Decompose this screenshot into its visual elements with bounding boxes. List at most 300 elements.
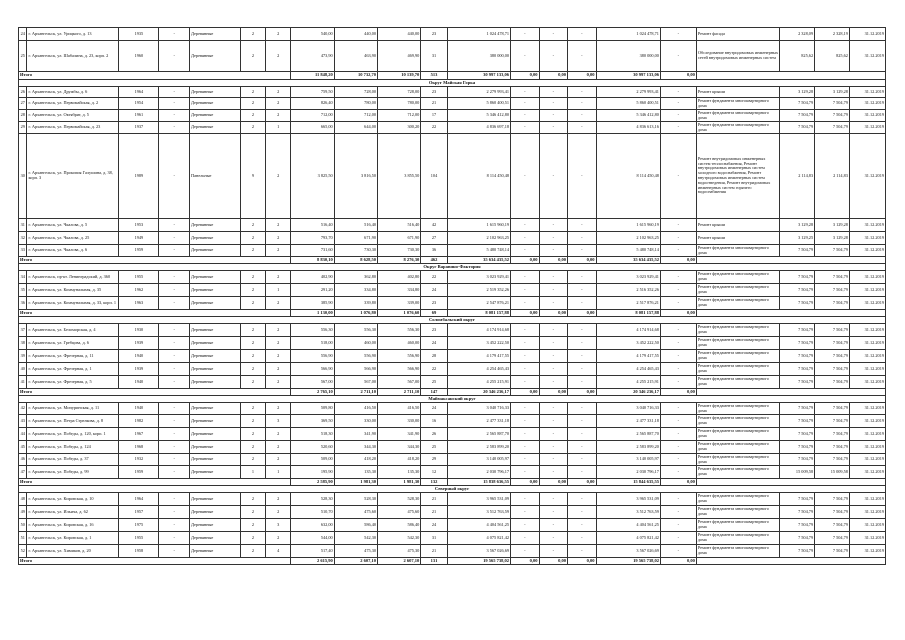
floors: 2 (240, 122, 265, 134)
work-type: Ремонт фундамента многоквартирного дома (696, 337, 779, 350)
row-number: 32 (19, 232, 27, 245)
dash-cell: - (159, 519, 190, 532)
year-built: 1953 (119, 219, 159, 232)
work-type: Ремонт фундамента многоквартирного дома (696, 245, 779, 257)
entrances: 2 (266, 324, 291, 337)
owners-funds: 3 567 026,69 (596, 545, 660, 558)
fund-source-1: - (511, 532, 540, 545)
dash-cell: - (159, 545, 190, 558)
floors: 9 (240, 134, 265, 219)
fund-source-3: - (568, 284, 597, 297)
address: г. Архангельск, ул. Фрезерная, д. 1 (27, 363, 119, 376)
owners-funds: 3 965 531,09 (596, 493, 660, 506)
table-row (19, 98, 886, 110)
fund-source-2: - (539, 363, 568, 376)
max-unit-cost: 2 114,83 (815, 134, 850, 219)
fund-source-1: 0,00 (511, 72, 540, 80)
entrances: 3 (266, 415, 291, 428)
dash-cell: - (159, 324, 190, 337)
deadline: 31.12.2019 (849, 441, 885, 454)
owners-funds: 15 844 635,55 (596, 479, 660, 486)
address: г. Архангельск, ул. Коммунальная, д. 35 (27, 284, 119, 297)
owned-area: 339,00 (378, 297, 421, 310)
residential-area: 341,90 (334, 428, 377, 441)
owners-funds: 1 615 960,19 (596, 219, 660, 232)
fund-source-5: - (660, 245, 696, 257)
total-cost: 5 480 748,14 (447, 245, 510, 257)
work-type: Ремонт фундамента многоквартирного дома (696, 403, 779, 415)
residential-area: 344,30 (334, 441, 377, 454)
wall-material: Деревянные (190, 415, 241, 428)
total-cost: 3 040 716,33 (447, 403, 510, 415)
owned-area: 300,20 (378, 122, 421, 134)
residents: 22 (421, 363, 447, 376)
fund-source-2: - (539, 454, 568, 466)
unit-cost: 7 504,79 (780, 245, 815, 257)
total-cost: 4 254 465,43 (447, 363, 510, 376)
table-row (19, 232, 886, 245)
year-built: 1935 (119, 28, 159, 41)
row-number: 34 (19, 271, 27, 284)
fund-source-5: 0,00 (660, 389, 696, 396)
row-number: 51 (19, 532, 27, 545)
fund-source-1: - (511, 324, 540, 337)
fund-source-1: - (511, 28, 540, 41)
residential-area: 1 076,80 (334, 310, 377, 317)
residents: 27 (421, 232, 447, 245)
wall-material: Деревянные (190, 532, 241, 545)
total-area: 567,00 (291, 376, 334, 389)
fund-source-5: - (660, 428, 696, 441)
fund-source-1: - (511, 376, 540, 389)
fund-source-1: - (511, 284, 540, 297)
floors: 2 (240, 493, 265, 506)
total-cost: 8 114 450,48 (447, 134, 510, 219)
entrances: 2 (266, 454, 291, 466)
total-area: 402,90 (291, 271, 334, 284)
deadline: 31.12.2019 (849, 493, 885, 506)
row-number: 41 (19, 376, 27, 389)
residents: 22 (421, 122, 447, 134)
row-number: 33 (19, 245, 27, 257)
fund-source-5: - (660, 441, 696, 454)
wall-material: Деревянные (190, 493, 241, 506)
owned-area: 1 076,60 (378, 310, 421, 317)
address: г. Архангельск, ул. Первомайская, д. 23 (27, 122, 119, 134)
fund-source-1: - (511, 545, 540, 558)
owned-area: 567,00 (378, 376, 421, 389)
entrances: 2 (266, 363, 291, 376)
dash-cell: - (159, 28, 190, 41)
year-built: 1939 (119, 337, 159, 350)
total-area: 528,30 (291, 493, 334, 506)
total-area: 665,00 (291, 122, 334, 134)
entrances: 2 (266, 28, 291, 41)
fund-source-3: - (568, 324, 597, 337)
floors: 2 (240, 232, 265, 245)
floors: 2 (240, 219, 265, 232)
residents: 26 (421, 428, 447, 441)
fund-source-5: - (660, 337, 696, 350)
dash-cell: - (159, 466, 190, 479)
max-unit-cost: 3 129,28 (815, 232, 850, 245)
row-number: 52 (19, 545, 27, 558)
fund-source-1: - (511, 297, 540, 310)
deadline: 31.12.2019 (849, 110, 885, 122)
fund-source-3: 0,00 (568, 558, 597, 565)
unit-cost: 7 504,79 (780, 506, 815, 519)
subtotal-label: Итого (19, 558, 291, 565)
row-number: 26 (19, 87, 27, 98)
total-area: 520,60 (291, 441, 334, 454)
dash-cell: - (159, 415, 190, 428)
fund-source-1: 0,00 (511, 310, 540, 317)
residential-area: 330,00 (334, 415, 377, 428)
year-built: 1949 (119, 232, 159, 245)
residential-area: 566,90 (334, 363, 377, 376)
entrances: 2 (266, 428, 291, 441)
owned-area: 712,00 (378, 110, 421, 122)
owned-area: 334,80 (378, 284, 421, 297)
fund-source-1: - (511, 87, 540, 98)
empty-cell (696, 558, 885, 565)
district-name: Северный округ (19, 486, 886, 493)
year-built: 1961 (119, 110, 159, 122)
residential-area: 528,30 (334, 493, 377, 506)
work-type: Ремонт фундамента многоквартирного дома (696, 466, 779, 479)
residential-area: 780,00 (334, 98, 377, 110)
wall-material: Деревянные (190, 519, 241, 532)
owned-area: 344,30 (378, 441, 421, 454)
work-type: Ремонт фундамента многоквартирного дома (696, 122, 779, 134)
floors: 2 (240, 376, 265, 389)
fund-source-2: - (539, 466, 568, 479)
residential-area: 644,00 (334, 122, 377, 134)
residents: 21 (421, 545, 447, 558)
residents: 24 (421, 519, 447, 532)
empty-cell (696, 72, 885, 80)
deadline: 31.12.2019 (849, 337, 885, 350)
fund-source-5: - (660, 297, 696, 310)
wall-material: Деревянные (190, 245, 241, 257)
max-unit-cost: 7 504,79 (815, 519, 850, 532)
owners-funds: 5 860 400,51 (596, 98, 660, 110)
owners-funds: 4 075 821,42 (596, 532, 660, 545)
residential-area: 418,20 (334, 454, 377, 466)
residential-area: 730,30 (334, 245, 377, 257)
residential-area: 712,00 (334, 110, 377, 122)
work-type: Ремонт фундамента многоквартирного дома (696, 519, 779, 532)
fund-source-2: - (539, 545, 568, 558)
residents: 42 (421, 219, 447, 232)
max-unit-cost: 3 129,28 (815, 219, 850, 232)
dash-cell: - (159, 87, 190, 98)
unit-cost: 3 129,28 (780, 219, 815, 232)
owners-funds: 20 346 236,17 (596, 389, 660, 396)
fund-source-1: - (511, 519, 540, 532)
subtotal-label: Итого (19, 389, 291, 396)
unit-cost: 2 114,83 (780, 134, 815, 219)
address: г. Архангельск, ул. Химиков, д. 20 (27, 545, 119, 558)
fund-source-1: - (511, 466, 540, 479)
residents: 22 (421, 271, 447, 284)
owners-funds: 3 512 763,59 (596, 506, 660, 519)
table-row (19, 532, 886, 545)
fund-source-5: - (660, 415, 696, 428)
deadline: 31.12.2019 (849, 454, 885, 466)
entrances: 2 (266, 87, 291, 98)
fund-source-5: - (660, 376, 696, 389)
owners-funds: 4 836 613,16 (596, 122, 660, 134)
row-number: 36 (19, 297, 27, 310)
unit-cost: 7 504,79 (780, 403, 815, 415)
year-built: 1957 (119, 506, 159, 519)
deadline: 31.12.2019 (849, 532, 885, 545)
residents: 23 (421, 87, 447, 98)
unit-cost: 7 504,79 (780, 441, 815, 454)
row-number: 31 (19, 219, 27, 232)
fund-source-3: - (568, 441, 597, 454)
fund-source-2: - (539, 324, 568, 337)
residential-area: 3 816,50 (334, 134, 377, 219)
floors: 2 (240, 337, 265, 350)
fund-source-2: 0,00 (539, 72, 568, 80)
max-unit-cost: 7 504,79 (815, 110, 850, 122)
max-unit-cost: 3 129,28 (815, 87, 850, 98)
owned-area: 2 607,10 (378, 558, 421, 565)
floors: 2 (240, 441, 265, 454)
year-built: 1982 (119, 415, 159, 428)
owned-area: 8 276,30 (378, 257, 421, 264)
residential-area: 8 628,50 (334, 257, 377, 264)
fund-source-2: - (539, 245, 568, 257)
fund-source-2: - (539, 134, 568, 219)
total-cost: 5 346 412,80 (447, 110, 510, 122)
fund-source-3: - (568, 110, 597, 122)
max-unit-cost: 7 504,79 (815, 403, 850, 415)
district-header-row (19, 396, 886, 403)
fund-source-3: - (568, 506, 597, 519)
total-area: 826,40 (291, 98, 334, 110)
residential-area: 567,00 (334, 376, 377, 389)
owners-funds: 3 452 222,50 (596, 337, 660, 350)
address: г. Архангельск, ул. Урицкого, д. 13 (27, 28, 119, 41)
dash-cell: - (159, 493, 190, 506)
fund-source-1: - (511, 363, 540, 376)
subtotal-row (19, 558, 886, 565)
deadline: 31.12.2019 (849, 284, 885, 297)
address: г. Архангельск, ул. Петра Стрелкова, д. 8 (27, 415, 119, 428)
address: г. Архангельск, ул. Фрезерная, д. 11 (27, 350, 119, 363)
total-cost: 2 519 352,26 (447, 284, 510, 297)
work-type: Ремонт фундамента многоквартирного дома (696, 441, 779, 454)
fund-source-5: - (660, 110, 696, 122)
work-type: Ремонт крыши (696, 219, 779, 232)
residents: 104 (421, 134, 447, 219)
wall-material: Деревянные (190, 428, 241, 441)
residents: 12 (421, 466, 447, 479)
fund-source-3: - (568, 98, 597, 110)
unit-cost: 7 504,79 (780, 297, 815, 310)
residential-area: 586,40 (334, 519, 377, 532)
owned-area: 135,30 (378, 466, 421, 479)
fund-source-1: - (511, 337, 540, 350)
row-number: 49 (19, 506, 27, 519)
total-area: 516,40 (291, 219, 334, 232)
year-built: 1962 (119, 284, 159, 297)
fund-source-3: - (568, 466, 597, 479)
empty-cell (696, 257, 885, 264)
work-type: Обследование внутридомовых инженерных сетей внутридомовых инженерных систем (696, 41, 779, 72)
dash-cell: - (159, 441, 190, 454)
owned-area: 460,00 (378, 337, 421, 350)
wall-material: Деревянные (190, 122, 241, 134)
dash-cell: - (159, 284, 190, 297)
max-unit-cost: 7 504,79 (815, 337, 850, 350)
total-area: 793,70 (291, 232, 334, 245)
fund-source-3: - (568, 87, 597, 98)
year-built: 1939 (119, 363, 159, 376)
table-row (19, 545, 886, 558)
total-area: 518,00 (291, 337, 334, 350)
district-header-row (19, 80, 886, 87)
residential-area: 416,50 (334, 403, 377, 415)
row-number: 47 (19, 466, 27, 479)
residents: 132 (421, 479, 447, 486)
fund-source-2: - (539, 403, 568, 415)
row-number: 46 (19, 454, 27, 466)
max-unit-cost: 7 504,79 (815, 441, 850, 454)
owners-funds: 2 279 993,41 (596, 87, 660, 98)
deadline: 31.12.2019 (849, 545, 885, 558)
residents: 24 (421, 337, 447, 350)
work-type: Ремонт фасада (696, 28, 779, 41)
dash-cell: - (159, 41, 190, 72)
dash-cell: - (159, 363, 190, 376)
total-area: 566,90 (291, 363, 334, 376)
fund-source-2: 0,00 (539, 479, 568, 486)
fund-source-2: - (539, 350, 568, 363)
work-type: Ремонт фундамента многоквартирного дома (696, 284, 779, 297)
row-number: 29 (19, 122, 27, 134)
table-row (19, 428, 886, 441)
fund-source-1: - (511, 110, 540, 122)
owned-area: 402,80 (378, 271, 421, 284)
fund-source-3: - (568, 219, 597, 232)
wall-material: Деревянные (190, 363, 241, 376)
residents: 25 (421, 376, 447, 389)
dash-cell: - (159, 532, 190, 545)
fund-source-2: - (539, 493, 568, 506)
residential-area: 10 732,70 (334, 72, 377, 80)
wall-material: Панельные (190, 134, 241, 219)
max-unit-cost: 7 504,79 (815, 271, 850, 284)
work-type: Ремонт фундамента многоквартирного дома (696, 363, 779, 376)
dash-cell: - (159, 297, 190, 310)
entrances: 1 (266, 284, 291, 297)
owners-funds: 3 023 929,41 (596, 271, 660, 284)
work-type: Ремонт фундамента многоквартирного дома (696, 324, 779, 337)
residential-area: 556,90 (334, 350, 377, 363)
row-number: 39 (19, 350, 27, 363)
fund-source-2: 0,00 (539, 257, 568, 264)
total-cost: 30 997 133,06 (447, 72, 510, 80)
total-cost: 2 030 796,17 (447, 466, 510, 479)
unit-cost: 7 504,79 (780, 350, 815, 363)
owners-funds: 3 140 005,97 (596, 454, 660, 466)
residential-area: 463,90 (334, 41, 377, 72)
fund-source-2: - (539, 532, 568, 545)
max-unit-cost: 7 504,79 (815, 415, 850, 428)
subtotal-row (19, 389, 886, 396)
deadline: 31.12.2019 (849, 134, 885, 219)
unit-cost: 7 504,79 (780, 122, 815, 134)
total-area: 2 765,10 (291, 389, 334, 396)
row-number: 37 (19, 324, 27, 337)
fund-source-1: - (511, 493, 540, 506)
max-unit-cost: 825,62 (815, 41, 850, 72)
subtotal-row (19, 479, 886, 486)
floors: 2 (240, 545, 265, 558)
owners-funds: 35 634 435,52 (596, 257, 660, 264)
year-built: 1967 (119, 428, 159, 441)
year-built: 1937 (119, 122, 159, 134)
dash-cell: - (159, 232, 190, 245)
owned-area: 566,90 (378, 363, 421, 376)
fund-source-2: - (539, 519, 568, 532)
fund-source-1: - (511, 415, 540, 428)
owned-area: 341,90 (378, 428, 421, 441)
total-cost: 19 565 738,02 (447, 558, 510, 565)
deadline: 31.12.2019 (849, 428, 885, 441)
owners-funds: 4 404 561,25 (596, 519, 660, 532)
total-area: 759,50 (291, 87, 334, 98)
table-row (19, 297, 886, 310)
total-cost: 3 023 929,41 (447, 271, 510, 284)
wall-material: Деревянные (190, 110, 241, 122)
table-row (19, 441, 886, 454)
max-unit-cost: 7 504,79 (815, 506, 850, 519)
empty-cell (696, 479, 885, 486)
fund-source-5: - (660, 87, 696, 98)
deadline: 31.12.2019 (849, 98, 885, 110)
subtotal-label: Итого (19, 479, 291, 486)
deadline: 31.12.2019 (849, 403, 885, 415)
owned-area: 10 139,70 (378, 72, 421, 80)
owned-area: 440,00 (378, 28, 421, 41)
address: г. Архангельск, ул. Коммунальная, д. 33, корп. 1 (27, 297, 119, 310)
fund-source-5: - (660, 219, 696, 232)
residents: 29 (421, 454, 447, 466)
fund-source-2: - (539, 41, 568, 72)
total-area: 3 825,50 (291, 134, 334, 219)
fund-source-1: 0,00 (511, 558, 540, 565)
row-number: 44 (19, 428, 27, 441)
table-row (19, 519, 886, 532)
total-cost: 380 000,00 (447, 41, 510, 72)
unit-cost: 7 504,79 (780, 271, 815, 284)
owners-funds: 2 565 887,70 (596, 428, 660, 441)
total-cost: 2 583 899,20 (447, 441, 510, 454)
fund-source-3: - (568, 454, 597, 466)
fund-source-3: 0,00 (568, 310, 597, 317)
total-area: 369,50 (291, 415, 334, 428)
table-row (19, 363, 886, 376)
fund-source-3: - (568, 428, 597, 441)
fund-source-5: - (660, 454, 696, 466)
unit-cost: 7 504,79 (780, 545, 815, 558)
fund-source-2: - (539, 376, 568, 389)
